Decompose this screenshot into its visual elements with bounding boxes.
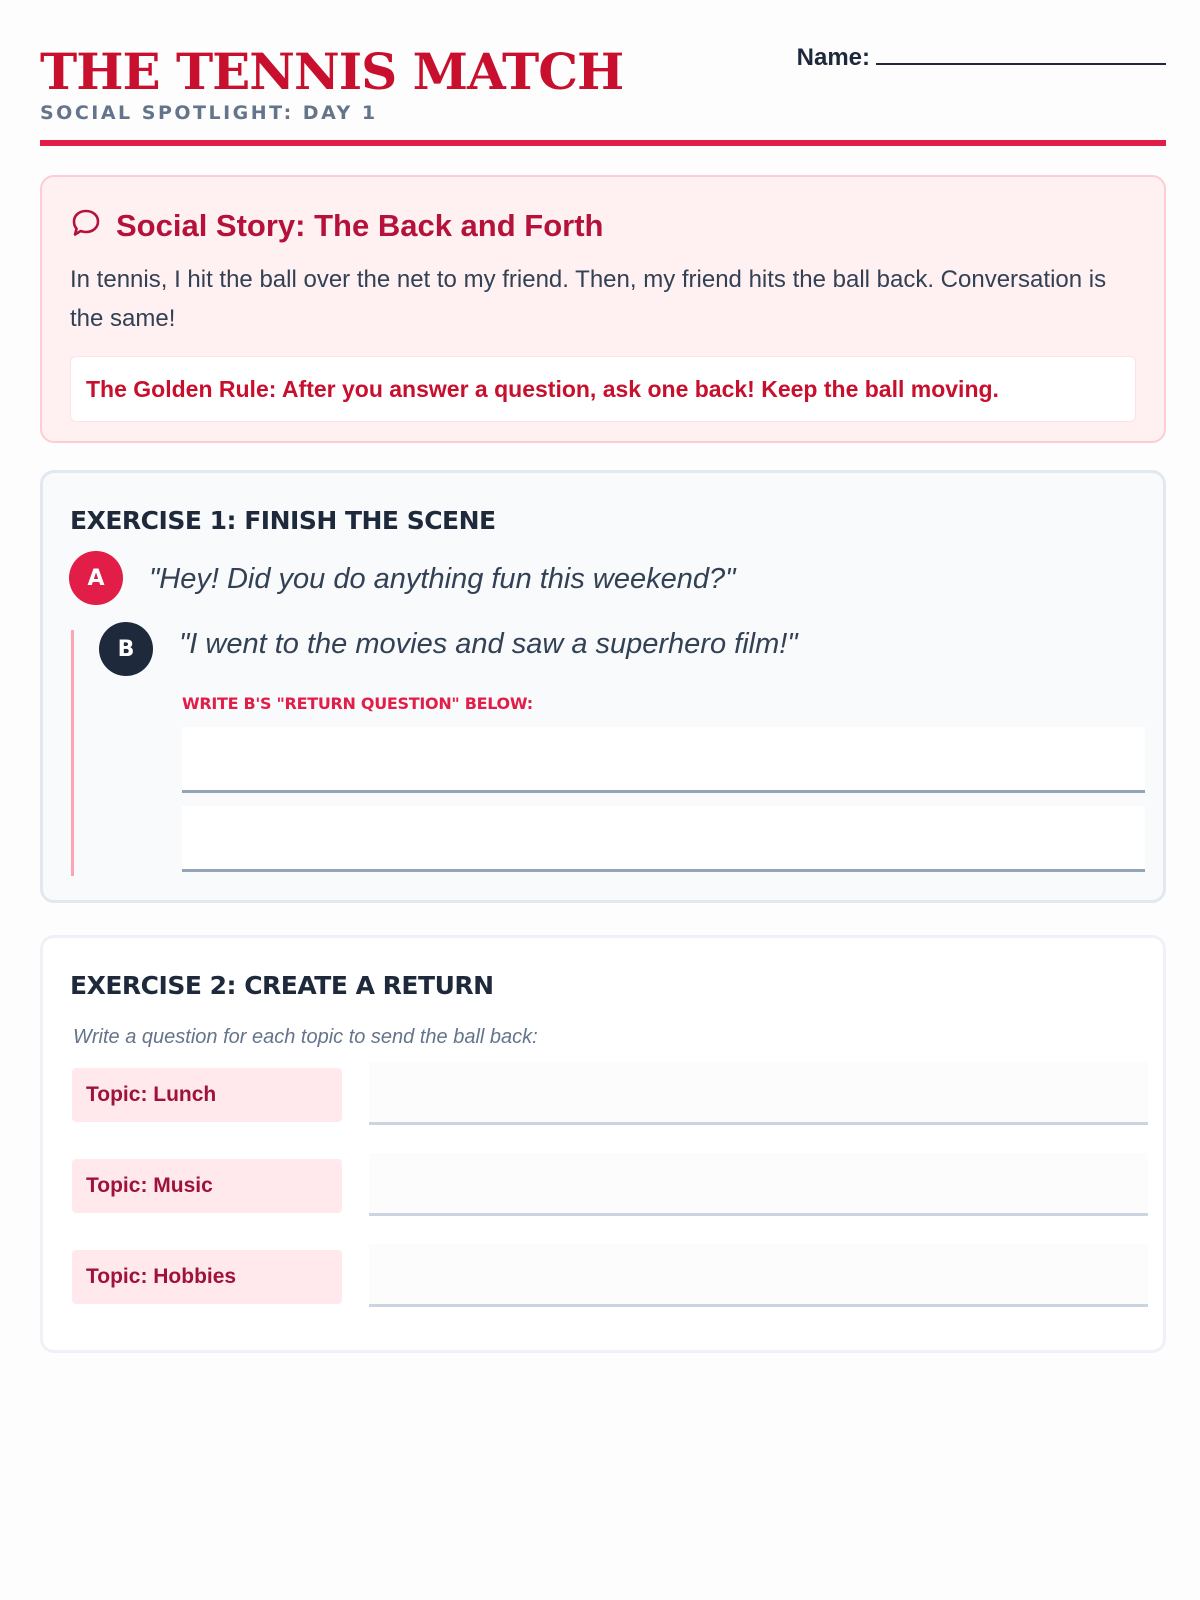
exercise-2-card — [40, 935, 1166, 1353]
speaker-a-badge: A — [69, 551, 123, 605]
topic-label-music: Topic: Music — [72, 1159, 342, 1213]
topic-answer-line-hobbies[interactable] — [369, 1244, 1148, 1307]
exercise-1-card — [40, 470, 1166, 903]
speaker-a-quote: "Hey! Did you do anything fun this weekend?" — [149, 563, 736, 595]
worksheet-subtitle: SOCIAL SPOTLIGHT: DAY 1 — [40, 102, 378, 124]
story-text: In tennis, I hit the ball over the net to my friend. Then, my friend hits the ball back. Conversation is the same! — [70, 266, 1107, 332]
speech-bubble-icon — [70, 207, 102, 244]
speaker-b-badge: B — [99, 622, 153, 676]
story-title: Social Story: The Back and Forth — [116, 207, 604, 243]
exercise-1-title: EXERCISE 1: FINISH THE SCENE — [70, 506, 496, 535]
exercise-2-title: EXERCISE 2: CREATE A RETURN — [70, 971, 494, 1000]
reply-indent-bar — [71, 630, 74, 876]
topic-label-lunch: Topic: Lunch — [72, 1068, 342, 1122]
topic-answer-line-music[interactable] — [369, 1153, 1148, 1216]
name-write-line[interactable] — [876, 55, 1166, 65]
name-field — [797, 44, 1166, 72]
speaker-b-quote: "I went to the movies and saw a superhero film!" — [179, 628, 798, 660]
return-question-prompt: WRITE B'S "RETURN QUESTION" BELOW: — [182, 694, 533, 713]
exercise-2-instruction: Write a question for each topic to send the ball back: — [73, 1026, 538, 1048]
header-divider — [40, 140, 1166, 146]
topic-label-hobbies: Topic: Hobbies — [72, 1250, 342, 1304]
worksheet-header — [40, 44, 1166, 124]
social-story-box — [40, 175, 1166, 443]
answer-line-2[interactable] — [182, 806, 1145, 872]
worksheet-title: THE TENNIS MATCH — [40, 42, 624, 101]
name-label: Name: — [796, 44, 870, 71]
golden-rule: The Golden Rule: After you answer a question, ask one back! Keep the ball moving. — [70, 356, 1136, 422]
answer-line-1[interactable] — [182, 727, 1145, 793]
topic-answer-line-lunch[interactable] — [369, 1062, 1148, 1125]
